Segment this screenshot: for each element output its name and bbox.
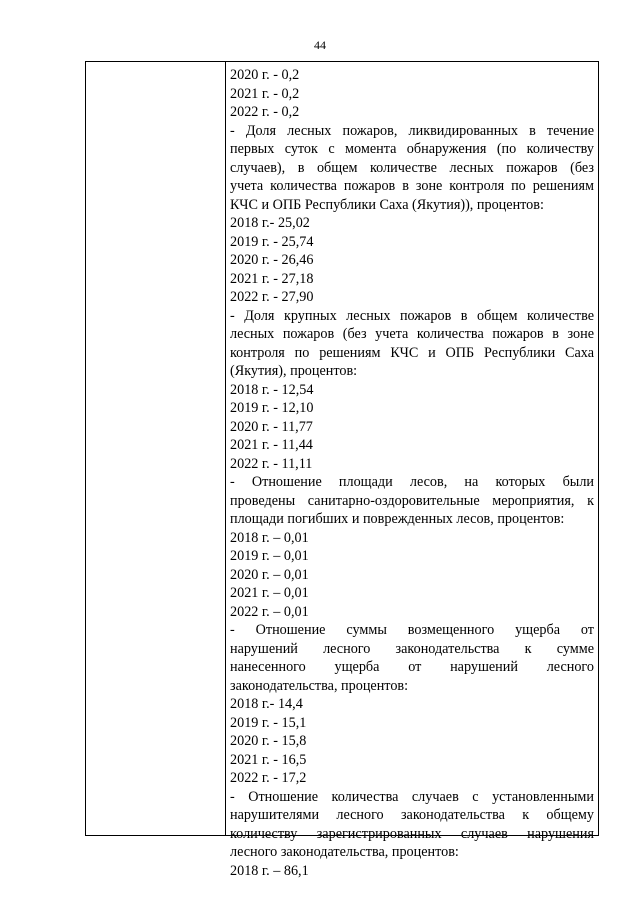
text-line: нарушителями лесного законодательства к общему bbox=[230, 807, 594, 823]
document-table bbox=[85, 61, 599, 879]
text-line: 2018 г. – 86,1 bbox=[230, 862, 309, 879]
text-line: 2021 г. - 16,5 bbox=[230, 751, 307, 768]
text-line: случаев), в общем количестве лесных пожаров (без bbox=[230, 159, 594, 176]
text-line: 2022 г. – 0,01 bbox=[230, 603, 309, 620]
text-line: 2022 г. - 27,90 bbox=[230, 289, 314, 305]
text-line: 2021 г. - 11,44 bbox=[230, 437, 313, 453]
table-left-column bbox=[86, 62, 226, 835]
text-line: лесного законодательства, процентов: bbox=[230, 844, 459, 860]
text-line: 2018 г. - 12,54 bbox=[230, 381, 314, 398]
text-line: первых суток с момента обнаружения (по количеству bbox=[230, 141, 594, 157]
text-line: (Якутия), процентов: bbox=[230, 363, 358, 379]
text-line: 2019 г. - 25,74 bbox=[230, 233, 314, 250]
text-line: 2018 г.- 25,02 bbox=[230, 215, 310, 231]
text-line: лесных пожаров (без учета количества пожаров в зоне bbox=[230, 326, 594, 342]
text-line: нарушений лесного законодательства к сумме bbox=[230, 640, 594, 657]
text-line: - Отношение количества случаев с установленными bbox=[230, 788, 594, 805]
text-line: проведены санитарно-оздоровительные мероприятия, к bbox=[230, 492, 594, 509]
text-line: 2022 г. - 0,2 bbox=[230, 104, 300, 120]
text-line: 2021 г. - 0,2 bbox=[230, 85, 300, 102]
text-line: площади погибших и поврежденных лесов, процентов: bbox=[230, 511, 565, 527]
text-line: - Отношение площади лесов, на которых были bbox=[230, 474, 594, 490]
text-line: количеству зарегистрированных случаев нарушения bbox=[230, 825, 594, 842]
text-line: 2019 г. - 12,10 bbox=[230, 400, 314, 416]
text-line: КЧС и ОПБ Республики Саха (Якутия)), процентов: bbox=[230, 196, 544, 213]
table-right-column bbox=[226, 62, 598, 879]
text-line: 2018 г. – 0,01 bbox=[230, 529, 309, 546]
text-line: 2021 г. – 0,01 bbox=[230, 585, 309, 601]
text-line: 2018 г.- 14,4 bbox=[230, 696, 303, 712]
text-line: 2022 г. - 17,2 bbox=[230, 770, 307, 786]
text-line: - Отношение суммы возмещенного ущерба от bbox=[230, 622, 594, 638]
text-line: 2020 г. – 0,01 bbox=[230, 566, 309, 583]
text-line: - Доля лесных пожаров, ликвидированных в течение bbox=[230, 122, 594, 139]
text-line: - Доля крупных лесных пожаров в общем количестве bbox=[230, 307, 594, 324]
text-line: 2020 г. - 26,46 bbox=[230, 252, 314, 268]
text-line: нанесенного ущерба от нарушений лесного bbox=[230, 659, 594, 675]
text-line: контроля по решениям КЧС и ОПБ Республики Саха bbox=[230, 344, 594, 361]
text-line: законодательства, процентов: bbox=[230, 677, 409, 694]
text-line: 2021 г. - 27,18 bbox=[230, 270, 314, 287]
text-line: 2022 г. - 11,11 bbox=[230, 455, 313, 472]
text-line: 2020 г. - 15,8 bbox=[230, 733, 307, 749]
page-number: 44 bbox=[314, 38, 326, 52]
text-line: 2020 г. - 0,2 bbox=[230, 67, 300, 83]
text-line: 2020 г. - 11,77 bbox=[230, 418, 313, 435]
text-line: 2019 г. – 0,01 bbox=[230, 548, 309, 564]
text-line: 2019 г. - 15,1 bbox=[230, 714, 307, 731]
text-line: учета количества пожаров в зоне контроля по решениям bbox=[230, 178, 594, 194]
